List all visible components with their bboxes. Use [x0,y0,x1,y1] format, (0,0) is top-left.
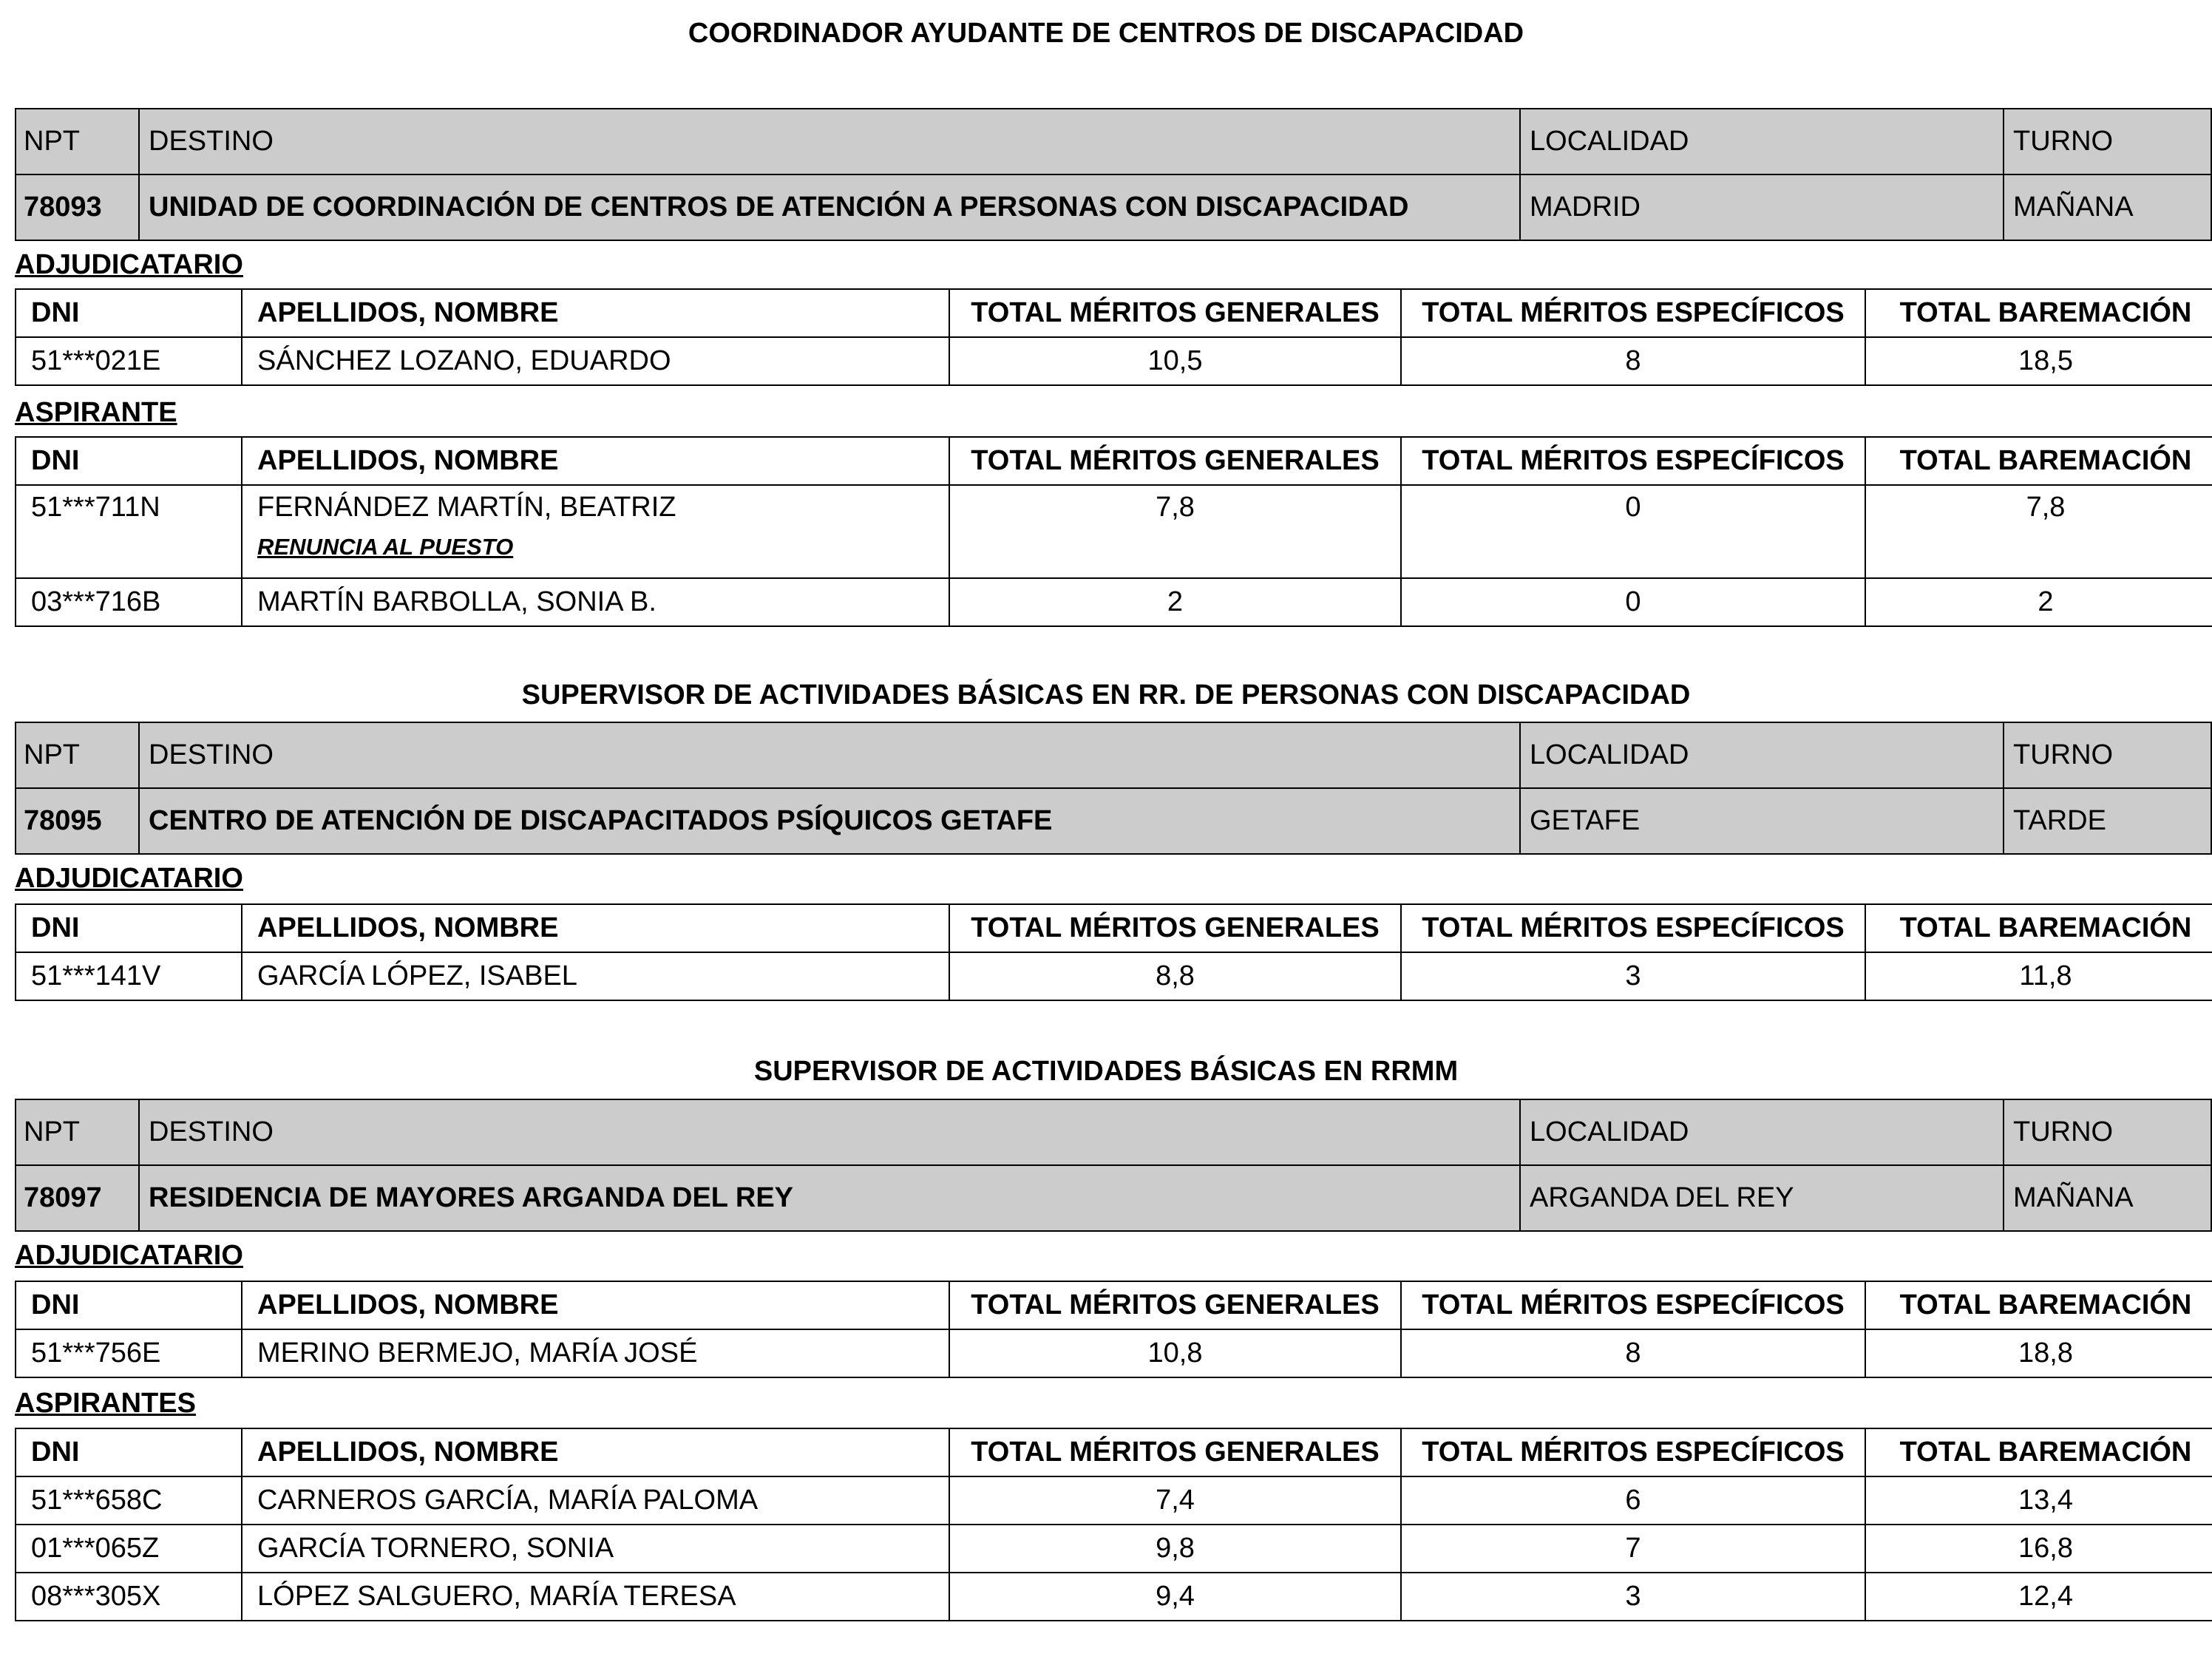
total-cell: 16,8 [1865,1525,2212,1573]
total-cell: 13,4 [1865,1476,2212,1525]
generales-header: TOTAL MÉRITOS GENERALES [949,904,1401,952]
localidad-value: GETAFE [1520,788,2004,854]
position-value-row [16,1165,2211,1231]
table-row [16,578,2212,626]
table-row [16,485,2212,578]
localidad-header: LOCALIDAD [1520,109,2004,174]
dni-header: DNI [16,1281,242,1329]
turno-header: TURNO [2004,109,2211,174]
table-row [16,1573,2212,1621]
especificos-cell: 7 [1401,1525,1865,1573]
dni-cell: 01***065Z [16,1525,242,1573]
aspirante-label: ASPIRANTE [15,397,177,428]
table-header-row [16,904,2212,952]
renuncia-note: RENUNCIA AL PUESTO [257,534,514,560]
position-header-row [16,1099,2211,1165]
localidad-header: LOCALIDAD [1520,722,2004,788]
baremacion-header: TOTAL BAREMACIÓN [1865,437,2212,485]
nombre-cell: LÓPEZ SALGUERO, MARÍA TERESA [242,1573,949,1621]
destino-value: CENTRO DE ATENCIÓN DE DISCAPACITADOS PSÍQUICOS GETAFE [139,788,1520,854]
nombre-cell [242,485,949,578]
nombre-header: APELLIDOS, NOMBRE [242,1281,949,1329]
baremacion-header: TOTAL BAREMACIÓN [1865,289,2212,337]
especificos-header: TOTAL MÉRITOS ESPECÍFICOS [1401,289,1865,337]
section-title: SUPERVISOR DE ACTIVIDADES BÁSICAS EN RR. DE PERSONAS CON DISCAPACIDAD [521,679,1691,711]
table-row [16,337,2212,385]
position-header-row [16,109,2211,174]
npt-header: NPT [16,722,139,788]
especificos-header: TOTAL MÉRITOS ESPECÍFICOS [1401,437,1865,485]
npt-header: NPT [16,109,139,174]
generales-cell: 10,8 [949,1329,1401,1377]
table-row [16,952,2212,1000]
position-table [15,722,2212,855]
generales-header: TOTAL MÉRITOS GENERALES [949,1281,1401,1329]
especificos-cell: 8 [1401,1329,1865,1377]
npt-value: 78093 [16,174,139,240]
dni-header: DNI [16,289,242,337]
especificos-cell: 3 [1401,952,1865,1000]
adjudicatario-table [15,1281,2212,1378]
adjudicatario-table [15,903,2212,1001]
especificos-header: TOTAL MÉRITOS ESPECÍFICOS [1401,1428,1865,1476]
baremacion-header: TOTAL BAREMACIÓN [1865,904,2212,952]
turno-value: MAÑANA [2004,1165,2211,1231]
position-value-row [16,788,2211,854]
table-header-row [16,289,2212,337]
aspirantes-table [15,436,2212,627]
especificos-header: TOTAL MÉRITOS ESPECÍFICOS [1401,904,1865,952]
npt-value: 78095 [16,788,139,854]
position-table [15,108,2212,241]
turno-header: TURNO [2004,722,2211,788]
total-cell: 2 [1865,578,2212,626]
especificos-cell: 3 [1401,1573,1865,1621]
table-row [16,1329,2212,1377]
generales-header: TOTAL MÉRITOS GENERALES [949,437,1401,485]
table-header-row [16,1281,2212,1329]
destino-header: DESTINO [139,722,1520,788]
nombre-cell: MARTÍN BARBOLLA, SONIA B. [242,578,949,626]
destino-value: RESIDENCIA DE MAYORES ARGANDA DEL REY [139,1165,1520,1231]
localidad-value: MADRID [1520,174,2004,240]
total-cell: 12,4 [1865,1573,2212,1621]
nombre-header: APELLIDOS, NOMBRE [242,1428,949,1476]
generales-cell: 8,8 [949,952,1401,1000]
aspirantes-table [15,1428,2212,1621]
dni-cell: 51***658C [16,1476,242,1525]
turno-header: TURNO [2004,1099,2211,1165]
total-cell: 18,5 [1865,337,2212,385]
section-title: COORDINADOR AYUDANTE DE CENTROS DE DISCAPACIDAD [688,18,1524,49]
nombre-cell: GARCÍA TORNERO, SONIA [242,1525,949,1573]
dni-cell: 03***716B [16,578,242,626]
baremacion-header: TOTAL BAREMACIÓN [1865,1428,2212,1476]
adjudicatario-label: ADJUDICATARIO [15,863,243,894]
nombre-header: APELLIDOS, NOMBRE [242,289,949,337]
baremacion-header: TOTAL BAREMACIÓN [1865,1281,2212,1329]
nombre-cell: GARCÍA LÓPEZ, ISABEL [242,952,949,1000]
dni-cell: 51***711N [16,485,242,578]
adjudicatario-label: ADJUDICATARIO [15,1240,243,1271]
localidad-header: LOCALIDAD [1520,1099,2004,1165]
localidad-value: ARGANDA DEL REY [1520,1165,2004,1231]
npt-value: 78097 [16,1165,139,1231]
dni-cell: 08***305X [16,1573,242,1621]
generales-header: TOTAL MÉRITOS GENERALES [949,1428,1401,1476]
generales-cell: 10,5 [949,337,1401,385]
dni-header: DNI [16,904,242,952]
especificos-header: TOTAL MÉRITOS ESPECÍFICOS [1401,1281,1865,1329]
nombre-header: APELLIDOS, NOMBRE [242,904,949,952]
npt-header: NPT [16,1099,139,1165]
section-title: SUPERVISOR DE ACTIVIDADES BÁSICAS EN RRMM [753,1056,1459,1087]
dni-header: DNI [16,437,242,485]
table-header-row [16,1428,2212,1476]
dni-header: DNI [16,1428,242,1476]
especificos-cell: 6 [1401,1476,1865,1525]
total-cell: 18,8 [1865,1329,2212,1377]
position-header-row [16,722,2211,788]
aspirantes-label: ASPIRANTES [15,1388,196,1419]
position-table [15,1099,2212,1232]
table-header-row [16,437,2212,485]
table-row [16,1476,2212,1525]
nombre-header: APELLIDOS, NOMBRE [242,437,949,485]
destino-header: DESTINO [139,1099,1520,1165]
nombre-cell: CARNEROS GARCÍA, MARÍA PALOMA [242,1476,949,1525]
nombre-text: FERNÁNDEZ MARTÍN, BEATRIZ [257,492,676,523]
generales-header: TOTAL MÉRITOS GENERALES [949,289,1401,337]
nombre-cell: SÁNCHEZ LOZANO, EDUARDO [242,337,949,385]
generales-cell: 7,4 [949,1476,1401,1525]
generales-cell: 7,8 [949,485,1401,578]
dni-cell: 51***021E [16,337,242,385]
dni-cell: 51***756E [16,1329,242,1377]
adjudicatario-label: ADJUDICATARIO [15,249,243,280]
turno-value: MAÑANA [2004,174,2211,240]
table-row [16,1525,2212,1573]
generales-cell: 9,4 [949,1573,1401,1621]
total-cell: 7,8 [1865,485,2212,578]
position-value-row [16,174,2211,240]
destino-header: DESTINO [139,109,1520,174]
especificos-cell: 0 [1401,485,1865,578]
adjudicatario-table [15,288,2212,386]
dni-cell: 51***141V [16,952,242,1000]
generales-cell: 2 [949,578,1401,626]
turno-value: TARDE [2004,788,2211,854]
especificos-cell: 0 [1401,578,1865,626]
total-cell: 11,8 [1865,952,2212,1000]
generales-cell: 9,8 [949,1525,1401,1573]
especificos-cell: 8 [1401,337,1865,385]
nombre-cell: MERINO BERMEJO, MARÍA JOSÉ [242,1329,949,1377]
destino-value: UNIDAD DE COORDINACIÓN DE CENTROS DE ATENCIÓN A PERSONAS CON DISCAPACIDAD [139,174,1520,240]
